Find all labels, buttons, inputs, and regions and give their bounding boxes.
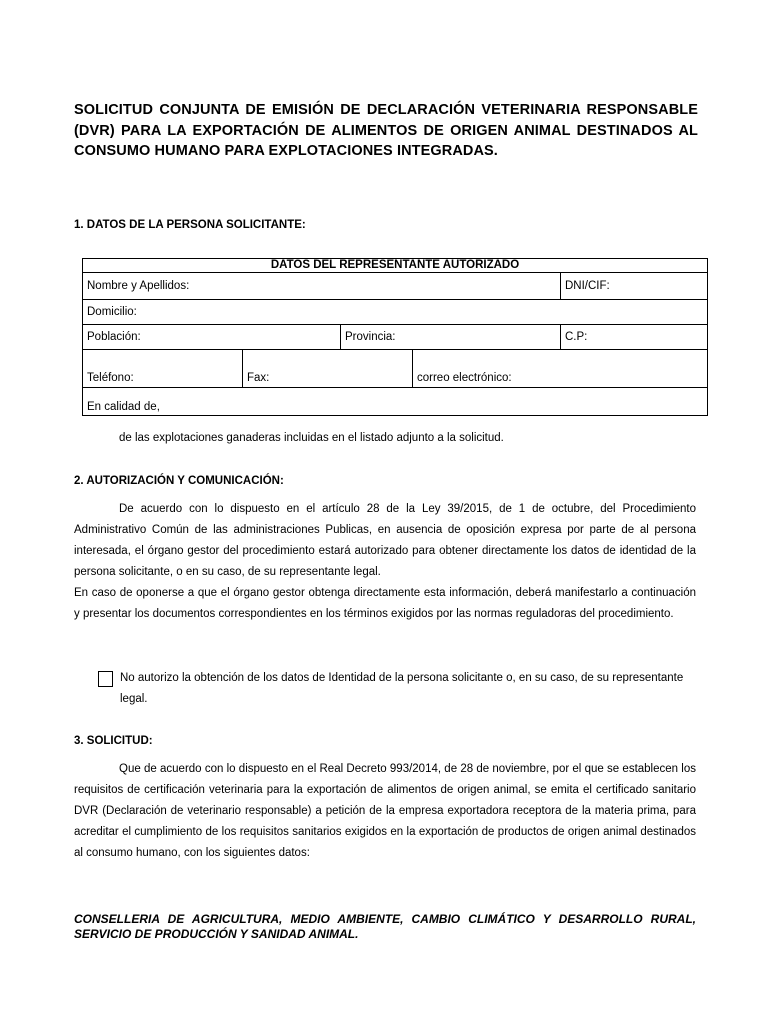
- section2-paragraph-2: En caso de oponerse a que el órgano gestor obtenga directamente esta información, deberá manifestarlo a continuación y presentar los documentos correspondientes en los términos exigidos por las normas reguladoras del procedimiento.: [74, 587, 696, 620]
- fax-field[interactable]: Fax:: [243, 350, 413, 388]
- capacity-field[interactable]: En calidad de,: [83, 388, 708, 416]
- section3-heading: 3. SOLICITUD:: [74, 735, 153, 747]
- phone-field[interactable]: Teléfono:: [83, 350, 243, 388]
- farms-note: de las explotaciones ganaderas incluidas en el listado adjunto a la solicitud.: [119, 432, 504, 444]
- section1-heading: 1. DATOS DE LA PERSONA SOLICITANTE:: [74, 219, 306, 231]
- table-header: DATOS DEL REPRESENTANTE AUTORIZADO: [83, 259, 708, 273]
- address-field[interactable]: Domicilio:: [83, 300, 708, 325]
- no-authorize-label: No autorizo la obtención de los datos de Identidad de la persona solicitante o, en su caso, de su representante legal.: [120, 672, 684, 705]
- dni-field[interactable]: DNI/CIF:: [561, 273, 708, 300]
- section2-heading: 2. AUTORIZACIÓN Y COMUNICACIÓN:: [74, 475, 284, 487]
- applicant-data-table: [82, 258, 708, 416]
- footer-department: CONSELLERIA DE AGRICULTURA, MEDIO AMBIENTE, CAMBIO CLIMÁTICO Y DESARROLLO RURAL, SERVICIO DE PRODUCCIÓN Y SANIDAD ANIMAL.: [74, 912, 696, 941]
- section3-body: [74, 759, 696, 864]
- cp-field[interactable]: C.P:: [561, 325, 708, 350]
- section2-paragraph-1: De acuerdo con lo dispuesto en el artículo 28 de la Ley 39/2015, de 1 de octubre, del Procedimiento Administrativo Común de las administraciones Publicas, en ausencia de oposición expresa por parte de al persona interesada, el órgano gestor del procedimiento estará autorizado para obtener directamente los datos de identidad de la persona solicitante, o en su caso, de su representante legal.: [74, 503, 696, 578]
- name-field[interactable]: Nombre y Apellidos:: [83, 273, 561, 300]
- town-field[interactable]: Población:: [83, 325, 341, 350]
- document-title: SOLICITUD CONJUNTA DE EMISIÓN DE DECLARACIÓN VETERINARIA RESPONSABLE (DVR) PARA LA EXPORTACIÓN DE ALIMENTOS DE ORIGEN ANIMAL DESTINADOS AL CONSUMO HUMANO PARA EXPLOTACIONES INTEGRADAS.: [74, 102, 698, 159]
- no-authorize-checkbox[interactable]: [98, 671, 113, 687]
- email-field[interactable]: correo electrónico:: [413, 350, 708, 388]
- section3-paragraph: Que de acuerdo con lo dispuesto en el Real Decreto 993/2014, de 28 de noviembre, por el que se establecen los requisitos de certificación veterinaria para la exportación de alimentos de origen animal, se emita el certificado sanitario DVR (Declaración de veterinario responsable) a petición de la empresa exportadora receptora de la materia prima, para acreditar el cumplimiento de los requisitos sanitarios exigidos en la exportación de productos de origen animal destinados al consumo humano, con los siguientes datos:: [74, 763, 696, 859]
- section2-body: [74, 499, 696, 625]
- province-field[interactable]: Provincia:: [341, 325, 561, 350]
